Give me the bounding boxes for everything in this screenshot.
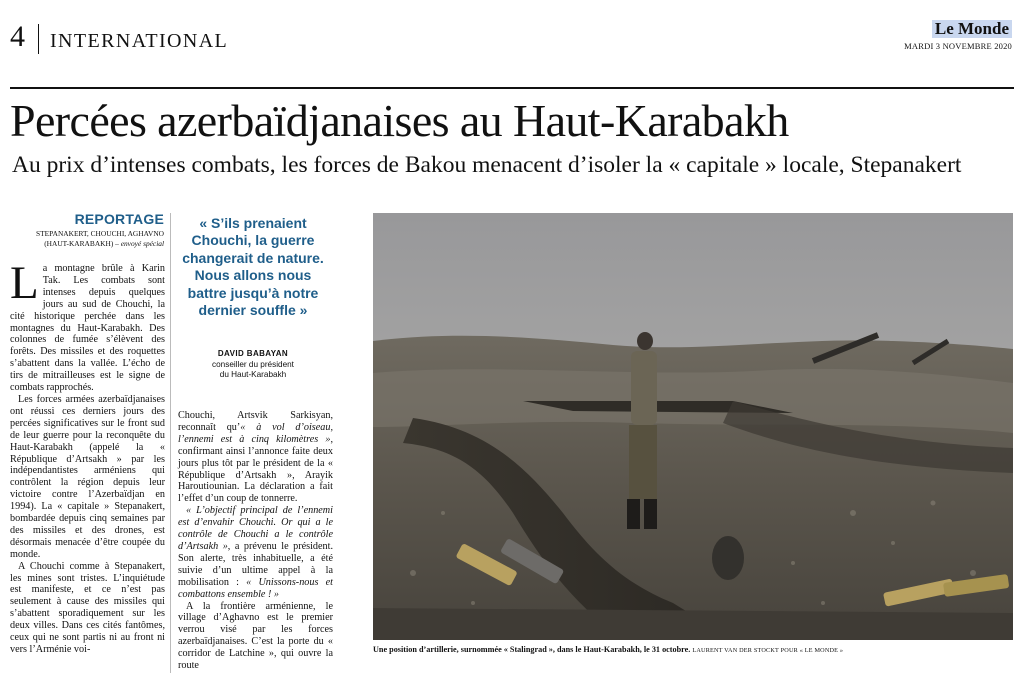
dateline-places: STEPANAKERT, CHOUCHI, AGHAVNO — [36, 229, 164, 238]
artillery-position-photo — [373, 213, 1013, 640]
issue-date: MARDI 3 NOVEMBRE 2020 — [904, 41, 1012, 51]
kicker-label: REPORTAGE — [74, 211, 164, 227]
paragraph: Les forces armées azerbaïdjanaises ont réussi ces derniers jours des percées significatives sur le front sud de leur guerre pour la reconquête du Haut-Karabakh (appelé la « République d’Artsakh » par les indépendantistes arméniens qui contrôlent la région depuis leur victoire contre l’Azerbaïdjan en 1994). La « capitale » Stepanakert, bombardée depuis cinq semaines par des missiles et des drones, est désormais menacée d’être coupée du monde. — [10, 393, 165, 560]
photo-caption: Une position d’artillerie, surnommée « Stalingrad », dans le Haut-Karabakh, le 31 octobre. LAURENT VAN DER STOCKT POUR « LE MONDE » — [373, 645, 844, 654]
paragraph: A Chouchi comme à Stepanakert, les mines sont tristes. L’inquiétude est manifeste, et ce n’est pas seulement à cause des missiles qui s’abattent sporadiquement sur les deux villes. Dans ces cités fantômes, ceux qui ne sont partis ni au front ni vers l’Arménie voi- — [10, 560, 165, 655]
article-column-1 — [10, 257, 165, 656]
author-role: envoyé spécial — [120, 239, 164, 248]
paragraph: « L’objectif principal de l’ennemi est d’envahir Chouchi. Or qui a le contrôle de Chouchi a le contrôle d’Artsakh », a prévenu le président. Son alerte, très inhabituelle, a été suivie d’un ultime appel à la mobilisation : « Unissons-nous et combattons ensemble ! » — [178, 505, 333, 600]
article-photo — [373, 213, 1013, 640]
article-subheadline: Au prix d’intenses combats, les forces de Bakou menacent d’isoler la « capitale » locale, Stepanakert — [12, 152, 962, 178]
header-rule — [10, 87, 1014, 89]
dateline — [14, 229, 164, 249]
column-divider — [170, 213, 171, 673]
drop-cap: L — [10, 257, 39, 309]
newspaper-logo: Le Monde — [932, 20, 1012, 38]
lead-paragraph: La montagne brûle à Karin Tak. Les combats sont intenses depuis quelques jours au sud de Chouchi, la cité historique perchée dans les montagnes du Haut-Karabakh. Des colonnes de fumée s’élèvent des forêts. Des missiles et des roquettes s’abattent dans la vallée. L’écho de tirs de mitrailleuses est le signe de combats rapprochés. — [10, 257, 165, 394]
section-title: INTERNATIONAL — [50, 30, 229, 52]
paragraph: A la frontière arménienne, le village d’Aghavno est le premier verrou visé par les forces azerbaïdjanaises. C’est la porte du « corridor de Latchine », qui ouvre la route — [178, 600, 333, 672]
photo-credit: LAURENT VAN DER STOCKT POUR « LE MONDE » — [692, 647, 844, 654]
quote-author-role: conseiller du président du Haut-Karabakh — [212, 360, 294, 379]
article-headline: Percées azerbaïdjanaises au Haut-Karabakh — [10, 95, 789, 146]
article-column-2 — [178, 410, 333, 672]
quote-author: DAVID BABAYAN — [217, 349, 289, 358]
paragraph: Chouchi, Artsvik Sarkisyan, reconnaît qu’« à vol d’oiseau, l’ennemi est à cinq kilomètres », confirmant ainsi l’annonce faite deux jours plus tôt par le président de la « République d’Artsakh », Arayik Haroutiounian. La déclaration a fait l’effet d’un coup de tonnerre. — [178, 410, 333, 505]
pull-quote: « S’ils prenaient Chouchi, la guerre changerait de nature. Nous allons nous battre jusqu’à notre dernier souffle » — [182, 215, 324, 319]
page-number: 4 — [10, 20, 25, 53]
header-divider — [38, 24, 39, 54]
dateline-region: (HAUT-KARABAKH) – envoyé spécial — [44, 239, 164, 248]
